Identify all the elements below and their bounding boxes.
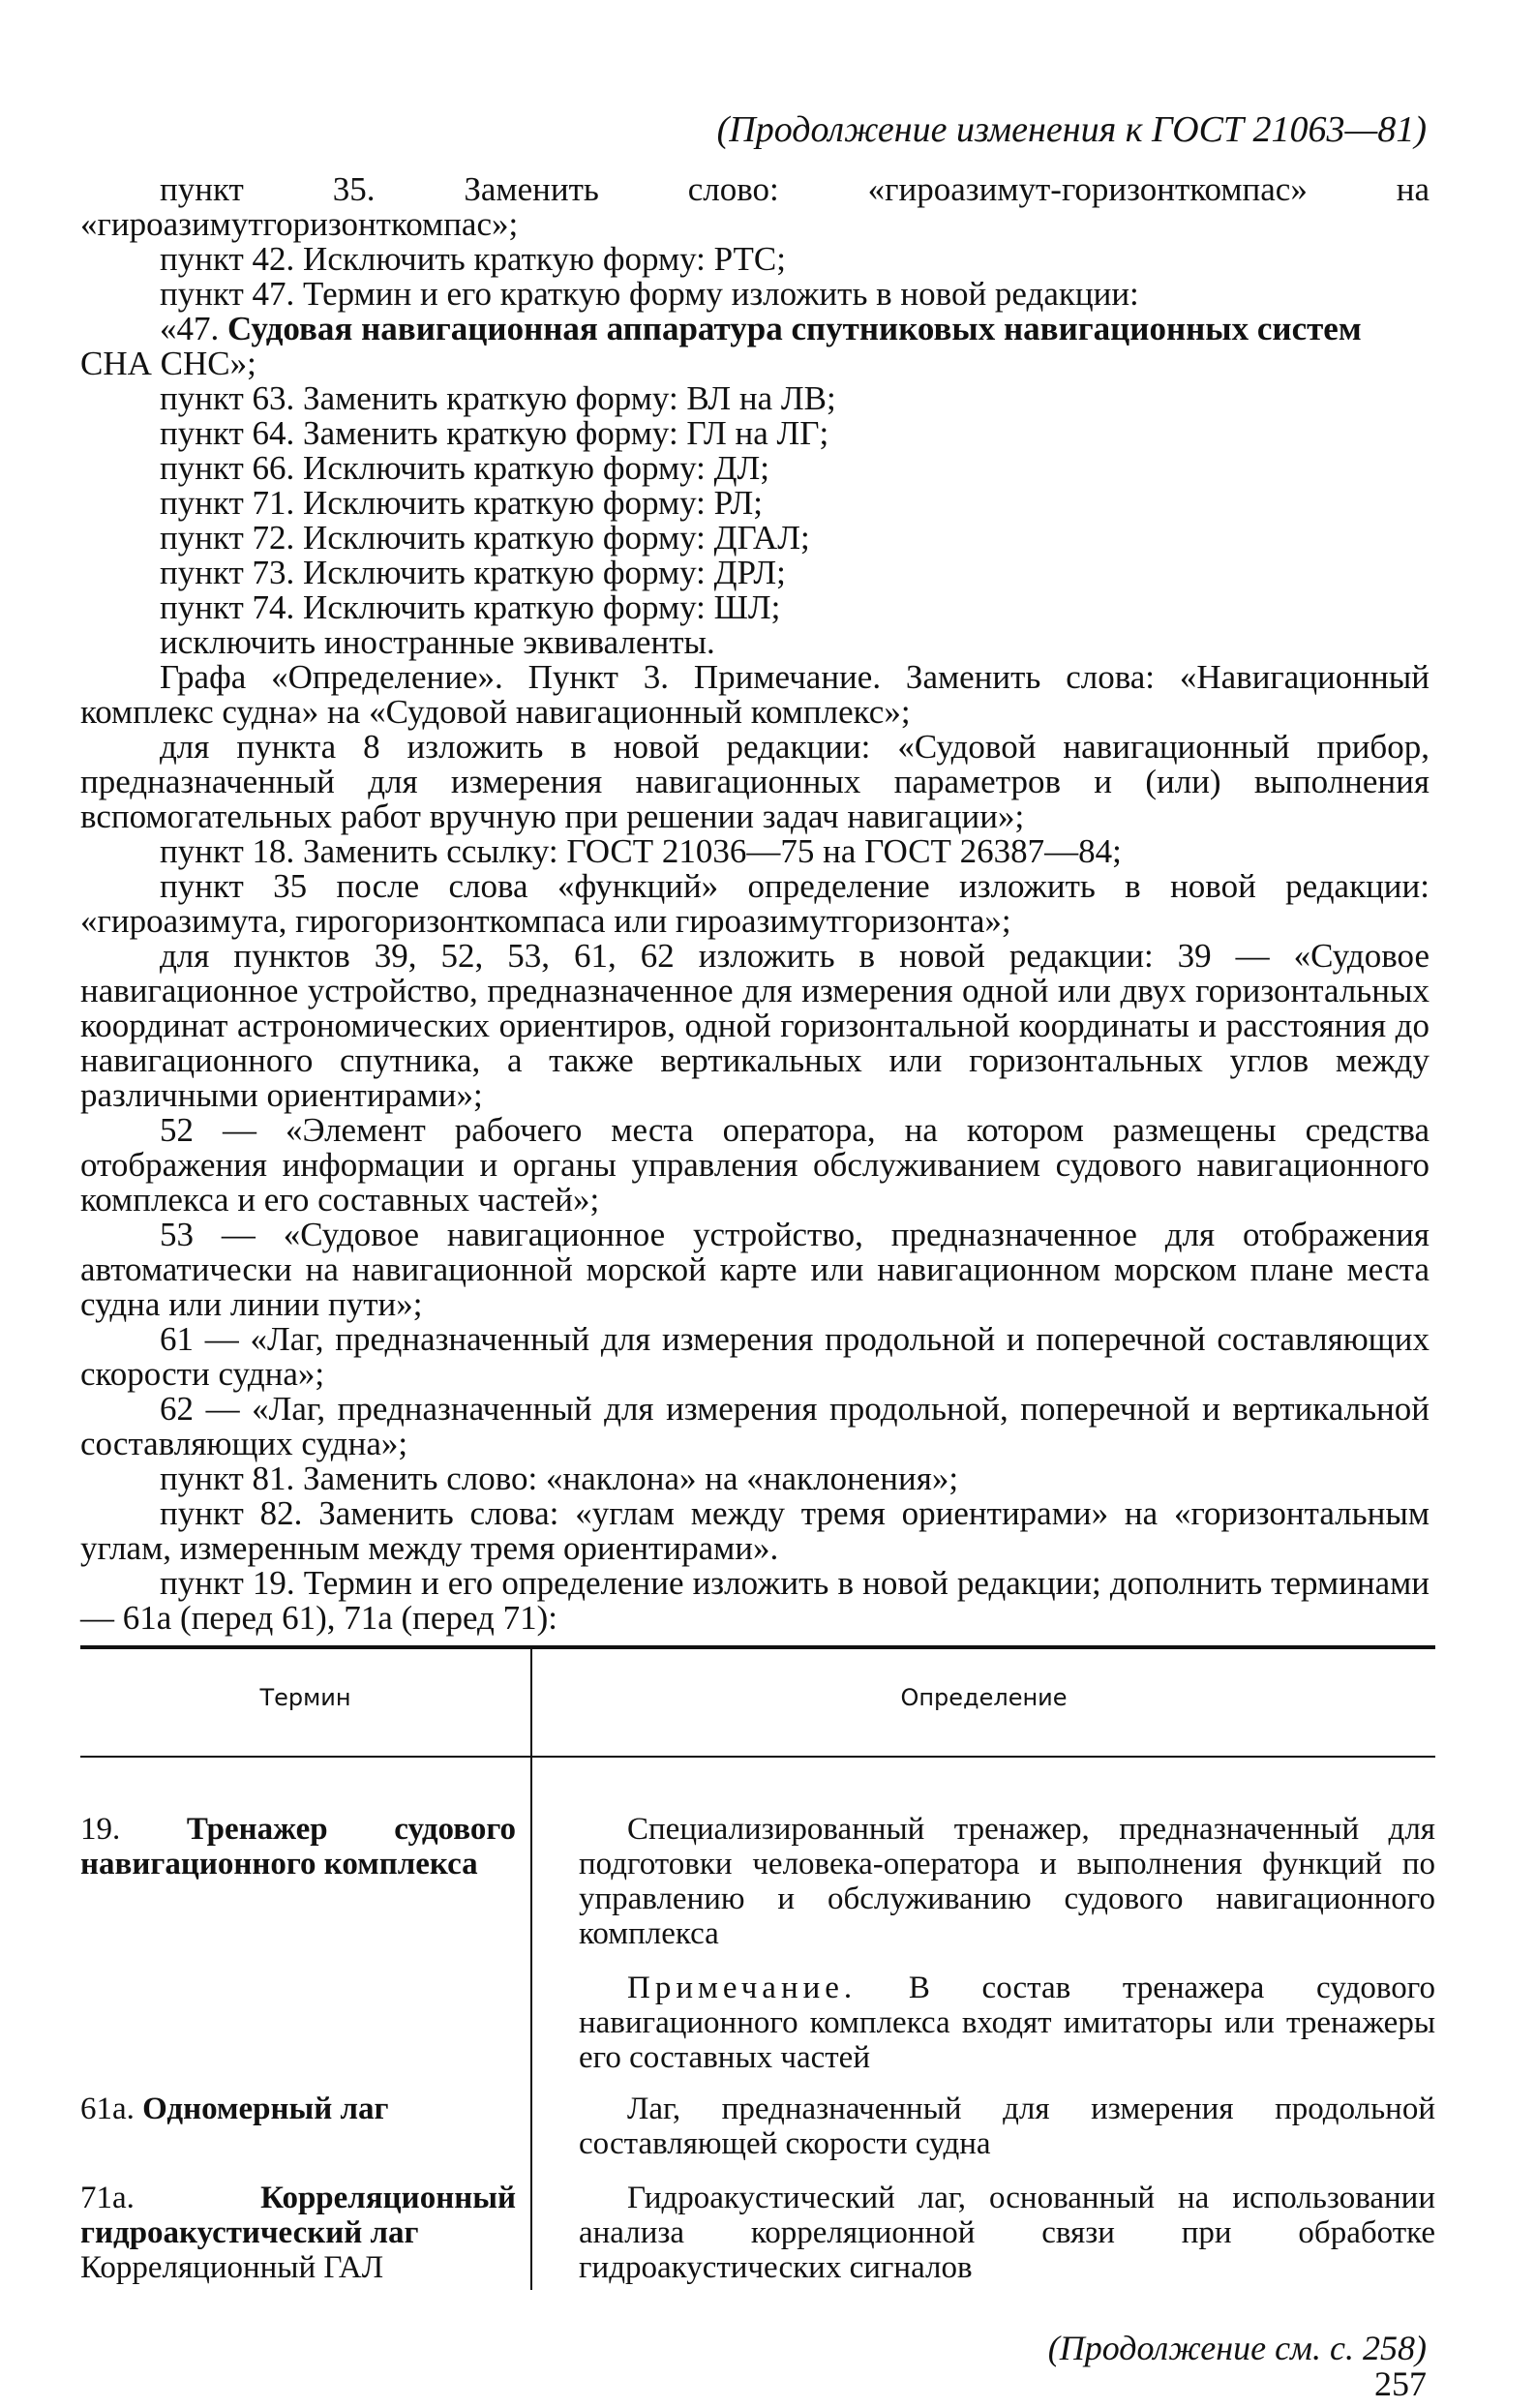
definition-19 <box>579 1812 1435 2075</box>
paragraph: для пунктов 39, 52, 53, 61, 62 изложить в новой редакции: 39 — «Судовое навигационное устройство, предназначенное для измерения одной или двух горизонтальных координат астрономических ориентиров, одной горизонтальной координаты и расстояния до навигационного спутника, а также вертикальных или горизонтальных углов между различными ориентирами»; <box>80 937 1430 1114</box>
column-header-term: Термин <box>259 1684 351 1711</box>
term-name: Одномерный лаг <box>142 2092 389 2126</box>
page-header: (Продолжение изменения к ГОСТ 21063—81) <box>716 109 1427 150</box>
paragraph: пункт 42. Исключить краткую форму: РТС; <box>160 240 786 278</box>
paragraph: для пункта 8 изложить в новой редакции: «Судовой навигационный прибор, предназначенный для измерения навигационных параметров и (или) выполнения вспомогательных работ вручную при решении задач навигации»; <box>80 728 1430 835</box>
paragraph: пункт 73. Исключить краткую форму: ДРЛ; <box>160 554 786 591</box>
item-47-prefix: «47. <box>160 310 227 347</box>
table-body <box>80 1758 1435 2300</box>
term-19 <box>80 1812 516 1881</box>
note-label: Примечание. <box>627 1971 858 2005</box>
paragraph: 61 — «Лаг, предназначенный для измерения продольной и поперечной составляющих скорости судна»; <box>80 1320 1430 1393</box>
paragraph: 62 — «Лаг, предназначенный для измерения продольной, поперечной и вертикальной составляющих судна»; <box>80 1390 1430 1462</box>
paragraph: пункт 66. Исключить краткую форму: ДЛ; <box>160 449 769 487</box>
paragraph-item-47-tail: СНА СНС»; <box>80 345 256 382</box>
body-text <box>80 172 1430 1636</box>
term-name: Корреляционный гидроакустический лаг <box>80 2181 516 2250</box>
paragraph: пункт 35 после слова «функций» определение изложить в новой редакции: «гироазимута, гирогоризонткомпаса или гироазимутгоризонта»; <box>80 867 1430 940</box>
note-text: В состав тренажера судового навигационного комплекса входят имитаторы или тренажеры его составных частей <box>579 1971 1435 2075</box>
term-number: 71а. <box>80 2181 261 2215</box>
paragraph: 52 — «Элемент рабочего места оператора, на котором размещены средства отображения информации и органы управления обслуживанием судового навигационного комплекса и его составных частей»; <box>80 1111 1430 1219</box>
definition-61a <box>579 2092 1435 2161</box>
column-header-definition: Определение <box>900 1684 1068 1711</box>
paragraph: пункт 71. Исключить краткую форму: РЛ; <box>160 484 763 522</box>
definition-note <box>579 1971 1435 2075</box>
paragraph: пункт 63. Заменить краткую форму: ВЛ на ЛВ; <box>160 379 836 417</box>
table-header <box>80 1649 1435 1756</box>
column-divider <box>530 1758 532 2077</box>
column-divider <box>530 2077 532 2290</box>
paragraph: исключить иностранные эквиваленты. <box>160 623 715 661</box>
item-47-term: Судовая навигационная аппаратура спутниковых навигационных систем <box>227 310 1362 347</box>
paragraph: пункт 72. Исключить краткую форму: ДГАЛ; <box>160 519 810 557</box>
paragraph: пункт 64. Заменить краткую форму: ГЛ на ЛГ; <box>160 414 829 452</box>
definition-text: Гидроакустический лаг, основанный на использовании анализа корреляционной связи при обработке гидроакустических сигналов <box>579 2181 1435 2285</box>
term-61a <box>80 2092 516 2126</box>
paragraph: пункт 19. Термин и его определение изложить в новой редакции; дополнить терминами — 61а (перед 61), 71а (перед 71): <box>80 1564 1430 1637</box>
continuation-note: (Продолжение см. с. 258) <box>1047 2329 1427 2367</box>
paragraph: пункт 35. Заменить слово: «гироазимут-горизонткомпас» на «гироазимутгоризонткомпас»; <box>80 170 1430 243</box>
term-number: 19. <box>80 1812 187 1847</box>
definition-71a <box>579 2181 1435 2285</box>
paragraph: пункт 82. Заменить слова: «углам между тремя ориентирами» на «горизонтальным углам, измеренным между тремя ориентирами». <box>80 1494 1430 1567</box>
paragraph: пункт 18. Заменить ссылку: ГОСТ 21036—75 на ГОСТ 26387—84; <box>160 832 1122 870</box>
paragraph: Графа «Определение». Пункт 3. Примечание. Заменить слова: «Навигационный комплекс судна» на «Судовой навигационный комплекс»; <box>80 658 1430 731</box>
definition-text: Специализированный тренажер, предназначенный для подготовки человека-оператора и выполнения функций по управлению и обслуживанию судового навигационного комплекса <box>579 1812 1435 1951</box>
page-number: 257 <box>1374 2364 1427 2403</box>
paragraph: пункт 74. Исключить краткую форму: ШЛ; <box>160 588 781 626</box>
paragraph: пункт 81. Заменить слово: «наклона» на «наклонения»; <box>160 1460 959 1497</box>
paragraph: 53 — «Судовое навигационное устройство, предназначенное для отображения автоматически на навигационной морской карте или навигационном морском плане места судна или линии пути»; <box>80 1216 1430 1323</box>
term-number: 61а. <box>80 2092 143 2126</box>
term-71a <box>80 2181 516 2285</box>
paragraph-item-47 <box>80 312 1430 346</box>
terms-table <box>80 1645 1435 2300</box>
definition-text: Лаг, предназначенный для измерения продольной составляющей скорости судна <box>579 2092 1435 2161</box>
term-short-form: Корреляционный ГАЛ <box>80 2250 384 2285</box>
term-name: Тренажер судового навигационного комплекса <box>80 1812 516 1881</box>
paragraph: пункт 47. Термин и его краткую форму изложить в новой редакции: <box>160 275 1139 313</box>
